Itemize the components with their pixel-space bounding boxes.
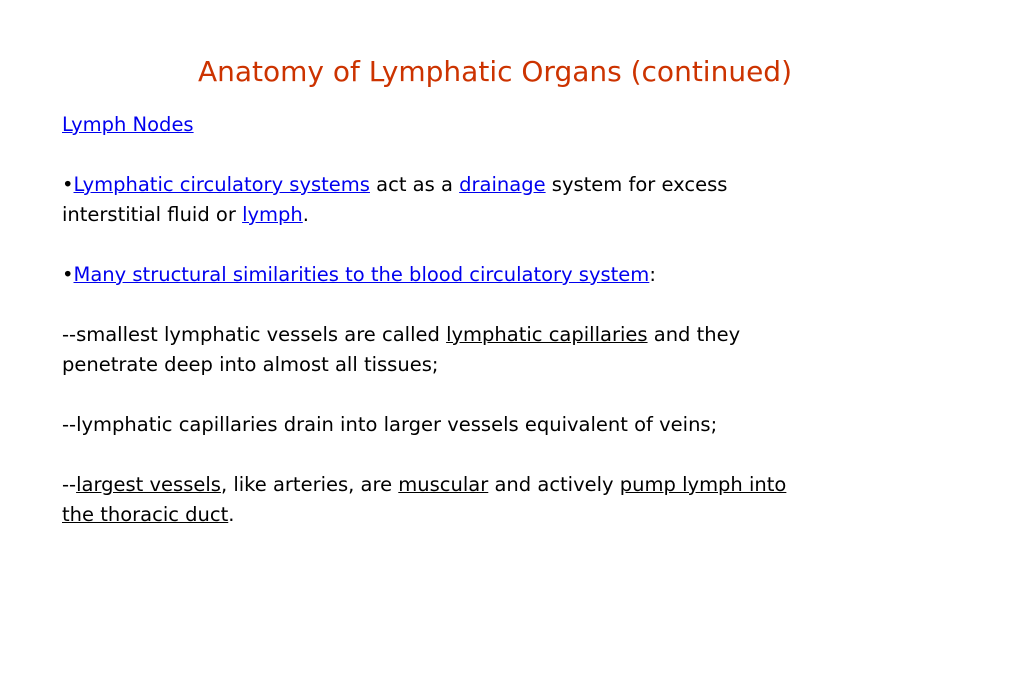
text: system for excess: [545, 173, 728, 196]
heading-line: [62, 110, 962, 140]
spacer: [62, 440, 962, 470]
slide-body: [62, 110, 962, 530]
paragraph-3-line-2: [62, 350, 962, 380]
spacer: [62, 140, 962, 170]
spacer: [62, 380, 962, 410]
bullet: •: [62, 263, 74, 286]
spacer: [62, 230, 962, 260]
paragraph-5-line-2: [62, 500, 962, 530]
lymph-link[interactable]: lymph: [242, 203, 303, 226]
text: act as a: [369, 173, 460, 196]
text: and they: [647, 323, 741, 346]
bullet: •: [62, 173, 74, 196]
text: .: [228, 503, 235, 526]
underlined-term: lymphatic capillaries: [446, 323, 648, 346]
paragraph-5-line-1: [62, 470, 962, 500]
text: , like arteries, are: [220, 473, 399, 496]
lymphatic-circulatory-systems-link[interactable]: Lymphatic circulatory systems: [73, 173, 370, 196]
underlined-term: muscular: [398, 473, 489, 496]
text: penetrate deep into almost all tissues;: [62, 353, 439, 376]
text: and actively: [488, 473, 620, 496]
paragraph-3-line-1: [62, 320, 962, 350]
text: interstitial fluid or: [62, 203, 243, 226]
text: --lymphatic capillaries drain into larger vessels equivalent of veins;: [62, 413, 718, 436]
underlined-term: the thoracic duct: [62, 503, 229, 526]
text: .: [302, 203, 309, 226]
text: --: [62, 473, 77, 496]
slide-title: Anatomy of Lymphatic Organs (continued): [197, 55, 792, 88]
paragraph-1-line-2: [62, 200, 962, 230]
paragraph-2: [62, 260, 962, 290]
underlined-term: pump lymph into: [619, 473, 787, 496]
text: :: [649, 263, 656, 286]
underlined-term: largest vessels: [76, 473, 221, 496]
text: --smallest lymphatic vessels are called: [62, 323, 447, 346]
drainage-link[interactable]: drainage: [459, 173, 546, 196]
paragraph-4: [62, 410, 962, 440]
lymph-nodes-link[interactable]: Lymph Nodes: [62, 113, 194, 136]
spacer: [62, 290, 962, 320]
structural-similarities-link[interactable]: Many structural similarities to the blood circulatory system: [73, 263, 650, 286]
paragraph-1-line-1: [62, 170, 962, 200]
